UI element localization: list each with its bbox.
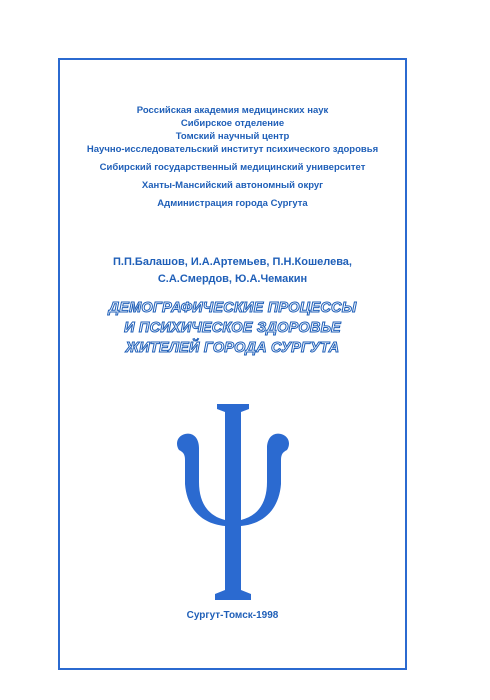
book-title-line: ДЕМОГРАФИЧЕСКИЕ ПРОЦЕССЫ bbox=[108, 300, 357, 316]
cover-frame bbox=[58, 58, 407, 670]
institution-line: Российская академия медицинских наук bbox=[136, 105, 329, 116]
book-title-line: ЖИТЕЛЕЙ ГОРОДА СУРГУТА bbox=[125, 340, 340, 356]
institution-line: Сибирский государственный медицинский университет bbox=[99, 162, 366, 173]
psi-icon bbox=[173, 404, 293, 604]
institution-line: Научно-исследовательский институт психического здоровья bbox=[86, 144, 379, 155]
institution-line: Сибирское отделение bbox=[180, 118, 285, 129]
authors-line: С.А.Смердов, Ю.А.Чемакин bbox=[157, 273, 308, 285]
authors-line: П.П.Балашов, И.А.Артемьев, П.Н.Кошелева, bbox=[113, 256, 352, 268]
institution-line: Томский научный центр bbox=[175, 131, 290, 142]
book-title-line: И ПСИХИЧЕСКОЕ ЗДОРОВЬЕ bbox=[124, 320, 341, 336]
institution-line: Администрация города Сургута bbox=[157, 198, 308, 209]
imprint: Сургут-Томск-1998 bbox=[186, 610, 279, 621]
emblem bbox=[60, 404, 405, 604]
institution-line: Ханты-Мансийский автономный округ bbox=[141, 180, 324, 191]
